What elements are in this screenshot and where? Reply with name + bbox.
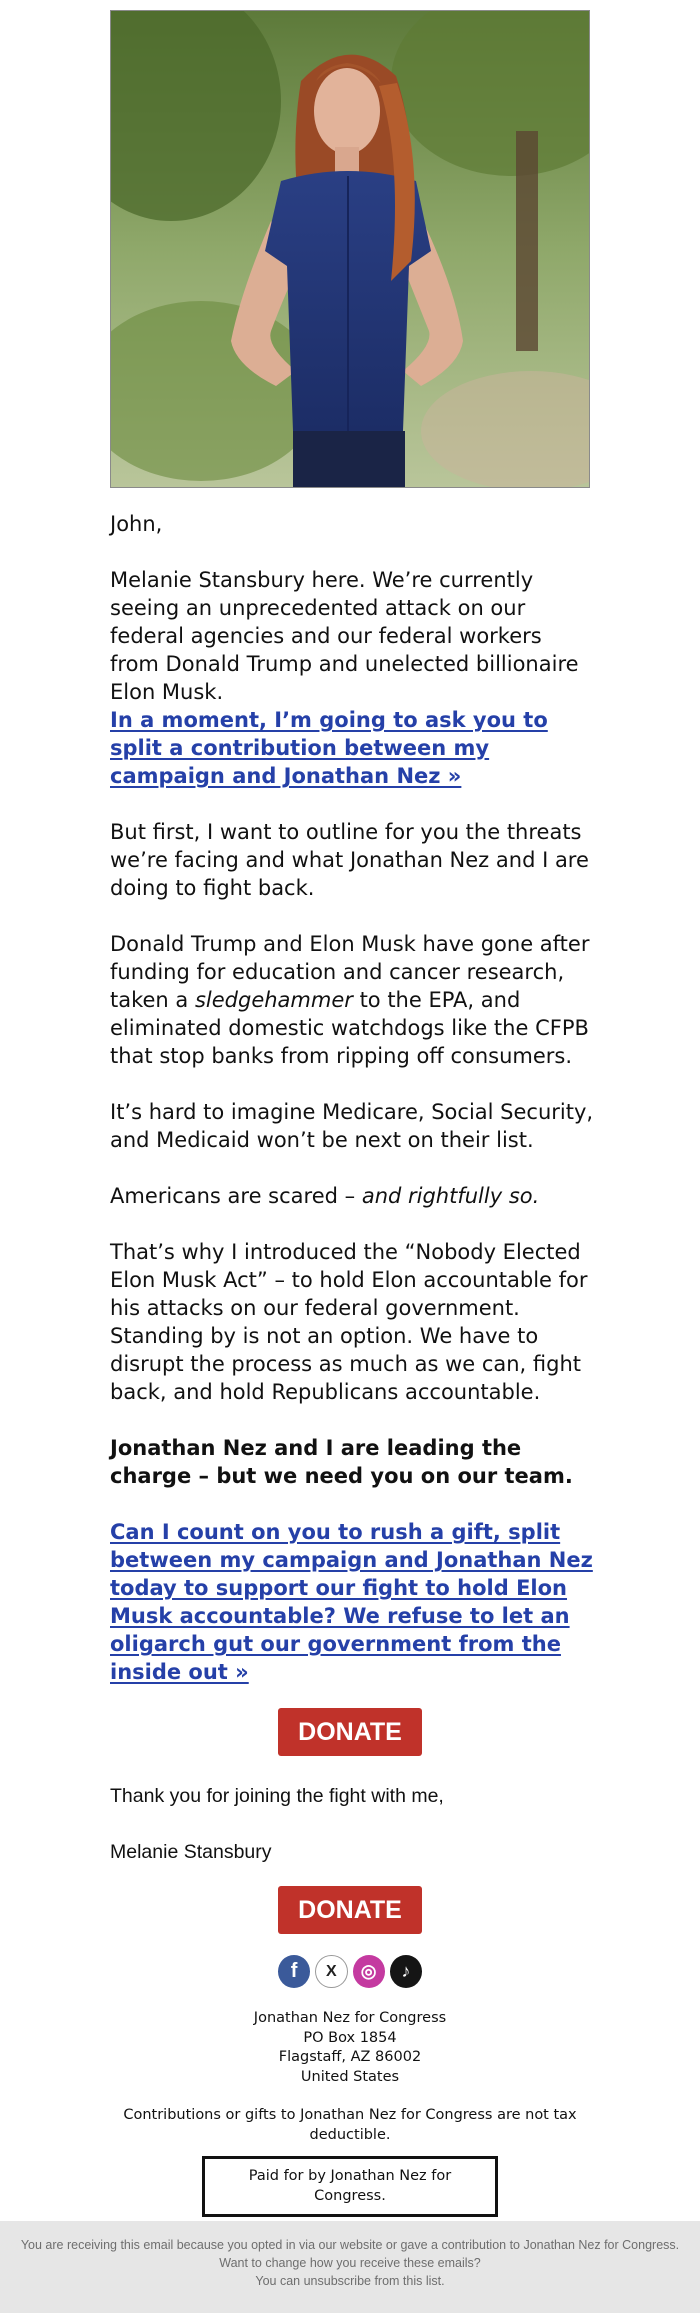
rush-gift-link[interactable]: Can I count on you to rush a gift, split between my campaign and Jonathan Nez today to support our fight to hold Elon Musk accountable? We refuse to let an oligarch gut our government from the inside out » bbox=[110, 1520, 593, 1684]
facebook-icon[interactable]: f bbox=[278, 1955, 310, 1988]
paid-for-box bbox=[202, 2156, 498, 2217]
footer-optin-text: You are receiving this email because you opted in via our website or gave a contribution to Jonathan Nez for Congress. Want to change how you receive these emails? bbox=[20, 2238, 680, 2270]
donate-button-secondary[interactable]: DONATE bbox=[278, 1886, 422, 1934]
tiktok-icon[interactable]: ♪ bbox=[390, 1955, 422, 1988]
paragraph-link-1 bbox=[110, 706, 596, 790]
signature: Melanie Stansbury bbox=[110, 1841, 272, 1863]
paragraph-act: That’s why I introduced the “Nobody Elected Elon Musk Act” – to hold Elon accountable for his attacks on our federal government. Standing by is not an option. We have to disrupt the process as much as we can, fight back, and hold Republicans accountable. bbox=[110, 1240, 588, 1404]
country: United States bbox=[300, 2068, 400, 2085]
instagram-icon[interactable]: ◎ bbox=[353, 1955, 385, 1988]
footer-text bbox=[12, 2236, 688, 2290]
paid-for-text: Paid for by Jonathan Nez for Congress. bbox=[248, 2168, 452, 2204]
paragraph-intro: Melanie Stansbury here. We’re currently seeing an unprecedented attack on our federal agencies and our federal workers from Donald Trump and unelected billionaire Elon Musk. bbox=[110, 568, 579, 704]
paragraph-attacks-emphasis: sledgehammer bbox=[194, 988, 353, 1012]
mailing-address bbox=[110, 2009, 590, 2087]
city-state-zip: Flagstaff, AZ 86002 bbox=[278, 2049, 422, 2065]
paragraph-scared bbox=[110, 1182, 596, 1210]
paragraph-charge: Jonathan Nez and I are leading the charge – but we need you on our team. bbox=[110, 1436, 573, 1488]
paragraph-scared-emphasis: and rightfully so. bbox=[361, 1184, 540, 1208]
po-box: PO Box 1854 bbox=[303, 2029, 397, 2046]
paragraph-link-2 bbox=[110, 1518, 596, 1686]
org-name: Jonathan Nez for Congress bbox=[253, 2010, 447, 2026]
donate-button[interactable]: DONATE bbox=[278, 1708, 422, 1756]
paragraph-attacks-text-b: to the EPA, and eliminated domestic watchdogs like the CFPB that stop banks from ripping off consumers. bbox=[110, 988, 589, 1068]
hero-photo bbox=[110, 10, 590, 488]
paragraph-attacks bbox=[110, 930, 596, 1070]
thanks-text: Thank you for joining the fight with me, bbox=[110, 1785, 444, 1807]
tax-disclaimer: Contributions or gifts to Jonathan Nez for Congress are not tax deductible. bbox=[123, 2107, 577, 2143]
paragraph-attacks-text-a: Donald Trump and Elon Musk have gone after funding for education and cancer research, taken a bbox=[110, 932, 590, 1012]
paragraph-medicare: It’s hard to imagine Medicare, Social Security, and Medicaid won’t be next on their list. bbox=[110, 1100, 594, 1152]
portrait-photo-icon bbox=[111, 11, 589, 487]
x-icon[interactable]: X bbox=[315, 1955, 347, 1988]
split-contribution-link[interactable]: In a moment, I’m going to ask you to split a contribution between my campaign and Jonathan Nez » bbox=[110, 708, 548, 788]
unsubscribe-link[interactable]: You can unsubscribe from this list. bbox=[255, 2274, 445, 2288]
social-links bbox=[278, 1955, 422, 1991]
greeting: John, bbox=[110, 512, 163, 536]
paragraph-threats: But first, I want to outline for you the threats we’re facing and what Jonathan Nez and I are doing to fight back. bbox=[110, 820, 589, 900]
paragraph-scared-text: Americans are scared – bbox=[110, 1184, 362, 1208]
